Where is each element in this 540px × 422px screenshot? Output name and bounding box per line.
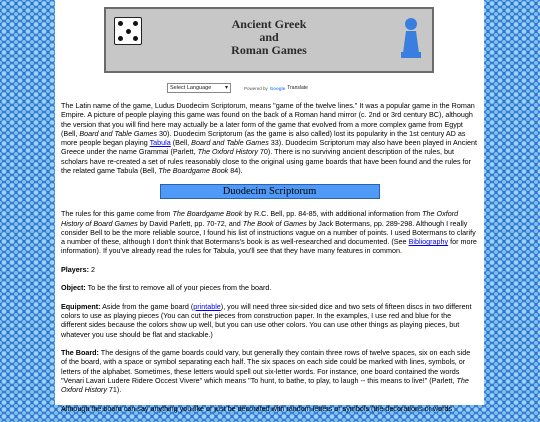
bibliography-link[interactable]: Bibliography: [408, 237, 449, 246]
pawn-icon: [400, 17, 422, 61]
truncated-paragraph: Although the board can say anything you like or just be decorated with random letters or symbols (the decorations or words: [61, 403, 453, 413]
page-content: [55, 0, 484, 413]
header-banner: [104, 7, 434, 73]
section-heading: Duodecim Scriptorum: [160, 184, 380, 199]
chevron-down-icon: ▾: [224, 85, 228, 91]
language-select[interactable]: Select Language ▾: [167, 83, 231, 93]
powered-by-google: Powered by Google Translate: [244, 85, 308, 91]
google-translate-widget: [167, 82, 308, 94]
translate-link[interactable]: Translate: [287, 85, 308, 91]
google-logo: Google: [269, 85, 286, 91]
rules-source-paragraph: The rules for this game come from The Boardgame Book by R.C. Bell, pp. 84-85, with additional information from The Oxford History of Board Games by David Parlett, pp. 70-72, and The Book of Games by Jack Botermans, pp. 289-298. Although I really consider Bell to be the more reliable source, I found his list of instructions vague on a number of points. I used Botermans to clarify a number of these, although I don't think that Botermans's book is as well-researched and documented. (See Bibliography for more information). If you've already read the rules for Tabula, you'll see that they have many features in common.: [61, 209, 477, 256]
tabula-link[interactable]: Tabula: [149, 138, 171, 147]
board-paragraph: The Board: The designs of the game boards could vary, but generally they contain three rows of twelve spaces, six on each side of the board, with a space or symbol separating each half. The six spaces on each side could be marked with lines, symbols, or letters of the alphabet. Sometimes, these letters would spell out six-letter words. For instance, one board contained the words "Venari Lavari Ludere Ridere Occest Vivere" which means "To hunt, to bathe, to play, to laugh -- this means to live!" (Parlett, The Oxford History 71).: [61, 348, 471, 394]
article-body: [61, 101, 478, 422]
players-paragraph: Players: 2: [61, 264, 95, 274]
equipment-paragraph: Equipment: Aside from the game board (printable), you will need three six-sided dice and two sets of fifteen discs in two different colors to use as playing pieces (You can cut the pieces from construction paper. In the examples, I use red and blue for the different sides because the colors show up well, but you can use other colors. You can use other things as playing pieces, but whatever you use should be flat and stackable.): [61, 301, 472, 339]
site-title: Ancient Greek and Roman Games: [231, 17, 307, 57]
intro-paragraph: The Latin name of the game, Ludus Duodecim Scriptorum, means "game of the twelve lines." It was a popular game in the Roman Empire. A picture of people playing this game was found on the back of a Roman hand mirror (c. 2nd or 3rd century BC), although the version that you will find here may actually be a later form of the game that evolved from a more complex game from Egypt (Bell, Board and Table Games 30). Duodecim Scriptorum (as the game is also called) lost its popularity in the 1st century AD as more people began playing Tabula (Bell, Board and Table Games 33). Duodecim Scriptorum may also have been played in Ancient Greece under the name Grammai (Parlett, The Oxford History 70). There is no surviving ancient description of the rules, but scholars have re-created a set of rules reasonably close to the original using game boards that have been found and the rules for the related game Tabula (Bell, The Boardgame Book 84).: [61, 101, 477, 175]
printable-link[interactable]: printable: [193, 301, 221, 311]
object-paragraph: Object: To be the first to remove all of your pieces from the board.: [61, 283, 272, 293]
